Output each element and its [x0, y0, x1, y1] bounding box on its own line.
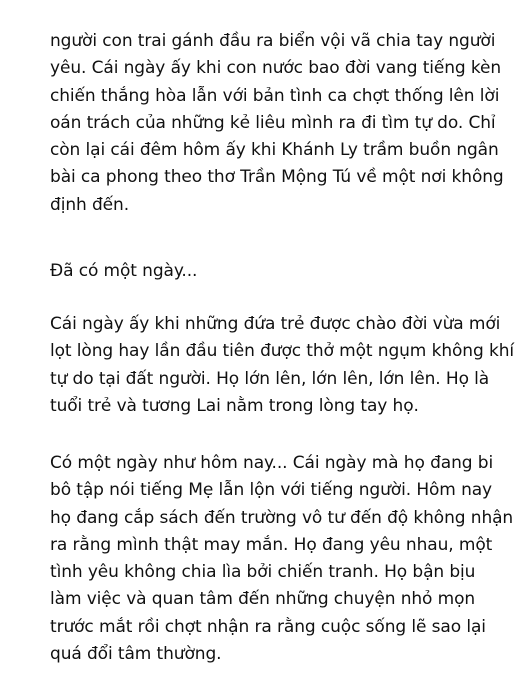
text-line: làm việc và quan tâm đến những chuyện nhỏ mọn	[50, 589, 476, 610]
paragraph-2	[50, 258, 512, 285]
text-line: người con trai gánh đầu ra biển vội vã chia tay người	[50, 31, 496, 51]
text-line: tự do tại đất người. Họ lớn lên, lớn lên, lớn lên. Họ là	[50, 368, 490, 389]
text-line: Cái ngày ấy khi những đứa trẻ được chào đời vừa mới	[50, 314, 501, 334]
text-line: bài ca phong theo thơ Trần Mộng Tú về một nơi không	[50, 167, 504, 188]
text-line: họ đang cắp sách đến trường vô tư đến độ không nhận	[50, 507, 514, 528]
text-line: bô tập nói tiếng Mẹ lẫn lộn với tiếng người. Hôm nay	[50, 480, 493, 501]
text-line: lọt lòng hay lần đầu tiên được thở một ngụm không khí	[50, 341, 515, 362]
text-line: yêu. Cái ngày ấy khi con nước bao đời vang tiếng kèn	[50, 58, 502, 79]
paragraph-4	[50, 450, 512, 668]
text-line: còn lại cái đêm hôm ấy khi Khánh Ly trầm buồn ngân	[50, 140, 499, 161]
text-line: oán trách của những kẻ liêu mình ra đi tìm tự do. Chỉ	[50, 112, 496, 133]
text-line: tình yêu không chia lìa bởi chiến tranh. Họ bận bịu	[50, 562, 476, 583]
text-line: chiến thắng hòa lẫn với bản tình ca chợt thống lên lời	[50, 85, 500, 106]
text-line: định đến.	[50, 194, 129, 215]
text-line: quá đổi tâm thường.	[50, 644, 222, 665]
paragraph-1	[50, 28, 512, 219]
text-line: Có một ngày như hôm nay... Cái ngày mà họ đang bi	[50, 453, 494, 473]
paragraph-3	[50, 311, 515, 420]
text-line: tuổi trẻ và tương Lai nằm trong lòng tay họ.	[50, 395, 419, 416]
text-line: trước mắt rồi chợt nhận ra rằng cuộc sống lẽ sao lại	[50, 616, 486, 637]
text-line: Đã có một ngày...	[50, 261, 198, 281]
text-line: ra rằng mình thật may mắn. Họ đang yêu nhau, một	[50, 534, 493, 555]
